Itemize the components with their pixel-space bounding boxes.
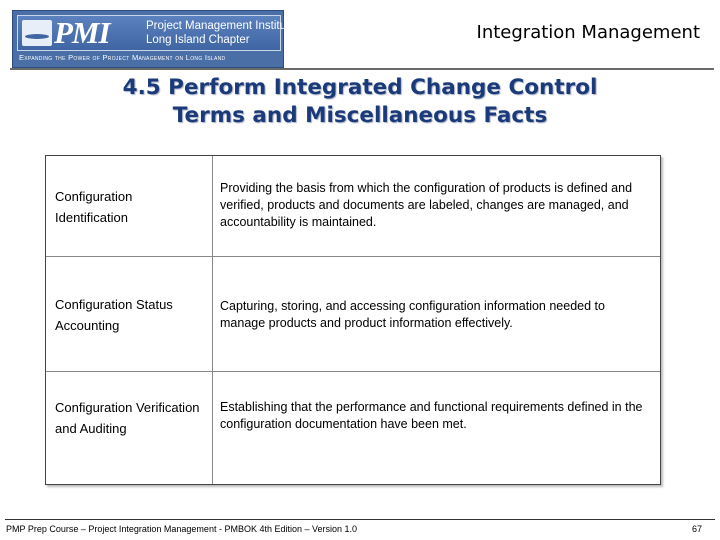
- footer-text: PMP Prep Course – Project Integration Management - PMBOK 4th Edition – Version 1.0: [6, 524, 358, 534]
- definition-cell: Capturing, storing, and accessing configuration information needed to manage products and product information effectively.: [220, 299, 605, 330]
- term-cell: [46, 372, 213, 484]
- logo-banner: [17, 15, 296, 51]
- term-text: Configuration Identification: [55, 189, 133, 225]
- slide-header: [0, 0, 720, 68]
- term-text: Configuration Status Accounting: [55, 297, 173, 333]
- pmi-logo: [12, 10, 296, 68]
- header-divider: [10, 68, 714, 70]
- term-cell: [46, 156, 213, 256]
- table-row: [46, 156, 660, 257]
- logo-line-1: Project Management Institute: [146, 20, 296, 32]
- page-number: 67: [691, 524, 702, 534]
- long-island-icon: [22, 20, 52, 46]
- logo-mark: [22, 15, 140, 50]
- definition-cell: Establishing that the performance and functional requirements defined in the configuration documentation have been met.: [220, 400, 643, 431]
- logo-tagline: Expanding the Power of Project Management on Long Island: [19, 53, 226, 62]
- slide-title-line-1: 4.5 Perform Integrated Change Control: [122, 75, 598, 100]
- slide-title: [40, 74, 680, 130]
- term-cell: [46, 257, 213, 371]
- slide-title-line-2: Terms and Miscellaneous Facts: [172, 103, 548, 128]
- table-row: [46, 257, 660, 372]
- terms-table: [45, 155, 661, 485]
- logo-line-2: Long Island Chapter: [146, 34, 250, 46]
- logo-text: [146, 19, 296, 47]
- section-title: Integration Management: [476, 22, 700, 43]
- term-text: Configuration Verification and Auditing: [55, 400, 200, 436]
- definition-cell: Providing the basis from which the configuration of products is defined and verified, products and documents are labeled, changes are managed, and accountability is maintained.: [220, 181, 633, 229]
- footer-divider: [5, 519, 715, 520]
- logo-letters: PMI: [54, 15, 110, 50]
- table-row: [46, 372, 660, 484]
